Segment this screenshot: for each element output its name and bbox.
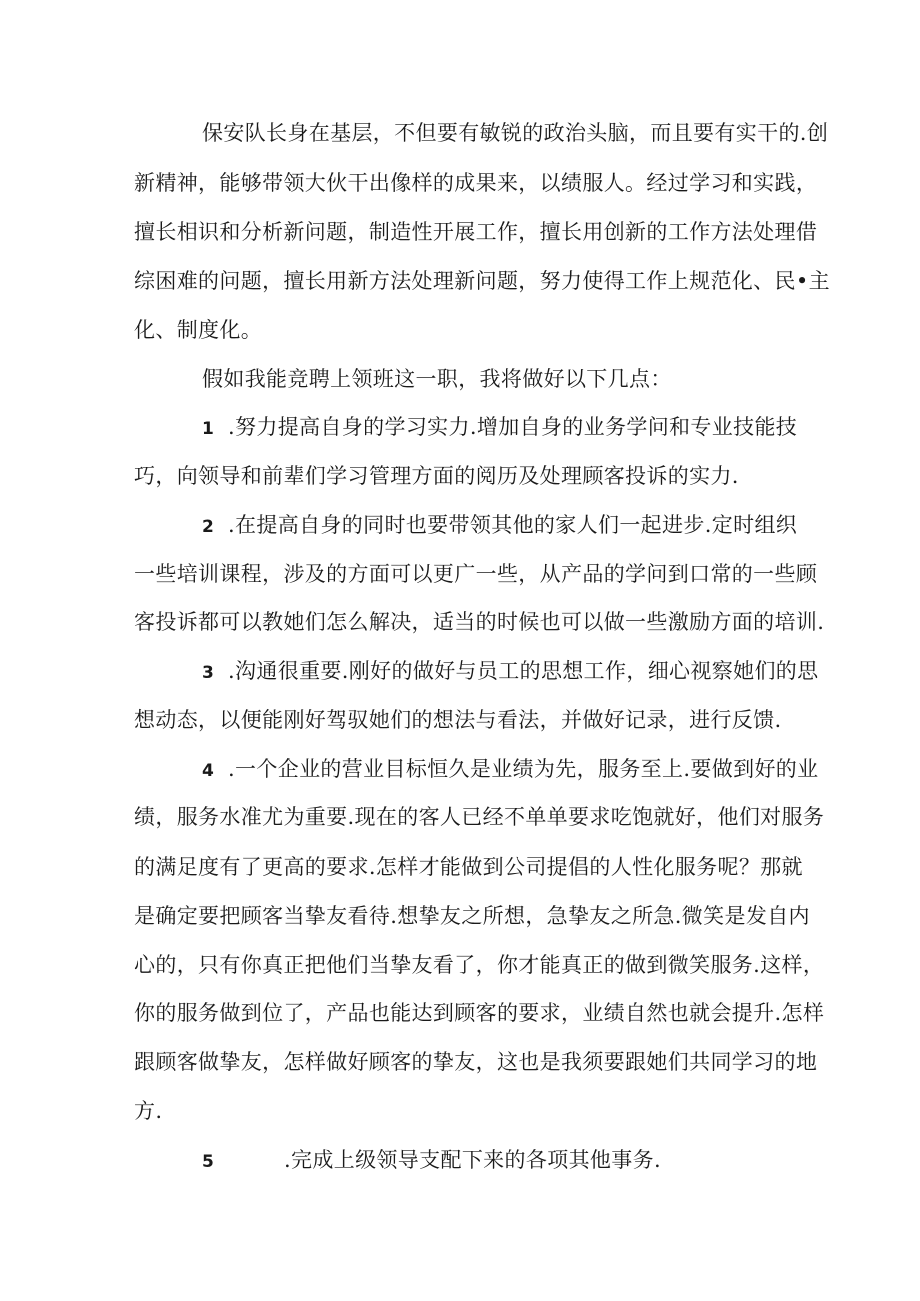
list-item-1-line-2: 巧，向领导和前辈们学习管理方面的阅历及处理顾客投诉的实力.: [134, 464, 739, 488]
list-item-5-text: .完成上级领导支配下来的各项其他事务.: [284, 1148, 661, 1172]
list-item-4-text: .一个企业的营业目标恒久是业绩为先，服务至上.要做到好的业: [228, 757, 819, 781]
paragraph-1-line-2: 新精神，能够带领大伙干出像样的成果来，以绩服人。经过学习和实践，: [134, 171, 818, 195]
list-item-4-line-5: 心的，只有你真正把他们当挚友看了，你才能真正的做到微笑服务.这样，: [134, 953, 825, 977]
list-item-2-line-2: 一些培训课程，涉及的方面可以更广一些，从产品的学问到口常的一些顾: [134, 562, 818, 586]
list-item-5-line-1: [202, 1143, 790, 1177]
list-item-5-number: 5: [202, 1152, 215, 1172]
list-item-4-line-8: 方.: [134, 1099, 163, 1123]
list-item-3-line-1: [202, 654, 819, 688]
list-item-1-line-1: [202, 410, 798, 444]
paragraph-1-line-3: 擅长相识和分析新问题，制造性开展工作，擅长用创新的工作方法处理借: [134, 220, 818, 244]
list-item-3-text: .沟通很重要.刚好的做好与员工的思想工作，细心视察她们的思: [228, 659, 819, 683]
list-item-2-text: .在提高自身的同时也要带领其他的家人们一起进步.定时组织: [228, 513, 798, 537]
list-item-1-number: 1: [202, 419, 215, 439]
paragraph-1-line-5: 化、制度化。: [134, 318, 263, 342]
list-item-2-line-3: 客投诉都可以教她们怎么解决，适当的时候也可以做一些激励方面的培训.: [134, 610, 825, 634]
paragraph-2-line-1: 假如我能竞聘上领班这一职，我将做好以下几点：: [202, 367, 672, 391]
list-item-4-number: 4: [202, 761, 215, 781]
list-item-4-line-3: 的满足度有了更高的要求.怎样才能做到公司提倡的人性化服务呢？那就: [134, 855, 803, 879]
list-item-2-number: 2: [202, 517, 215, 537]
paragraph-1-line-4: 综困难的问题，擅长用新方法处理新问题，努力使得工作上规范化、民•主: [134, 269, 830, 293]
list-item-4-line-6: 你的服务做到位了，产品也能达到顾客的要求，业绩自然也就会提升.怎样: [134, 1001, 825, 1025]
paragraph-1-line-1: 保安队长身在基层，不但要有敏锐的政治头脑，而且要有实干的.创: [202, 121, 829, 145]
list-item-3-number: 3: [202, 663, 215, 683]
list-item-1-text: .努力提高自身的学习实力.增加自身的业务学问和专业技能技: [228, 415, 798, 439]
list-item-4-line-1: [202, 752, 819, 786]
list-item-3-line-2: 想动态，以便能刚好驾驭她们的想法与看法，并做好记录，进行反馈.: [134, 708, 782, 732]
list-item-4-line-4: 是确定要把顾客当挚友看待.想挚友之所想，急挚友之所急.微笑是发自内: [134, 904, 810, 928]
list-item-2-line-1: [202, 508, 798, 542]
list-item-4-line-2: 绩，服务水准尤为重要.现在的客人已经不单单要求吃饱就好，他们对服务: [134, 805, 825, 829]
list-item-4-line-7: 跟顾客做挚友，怎样做好顾客的挚友，这也是我须要跟她们共同学习的地: [134, 1050, 818, 1074]
